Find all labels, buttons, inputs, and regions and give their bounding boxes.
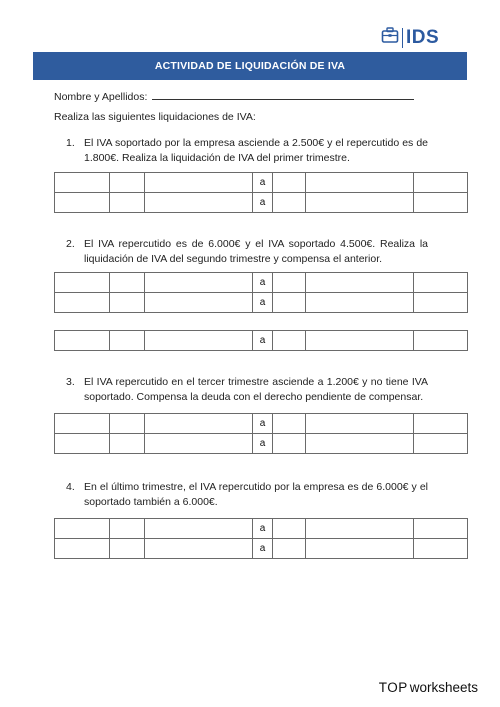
table-row <box>55 193 468 213</box>
a-label: a <box>253 539 273 559</box>
answer-cell[interactable] <box>145 519 253 539</box>
answer-cell[interactable] <box>414 273 468 293</box>
answer-cell[interactable] <box>145 193 253 213</box>
answer-cell[interactable] <box>110 414 145 434</box>
answer-cell[interactable] <box>273 331 306 351</box>
answer-cell[interactable] <box>273 173 306 193</box>
question-text: El IVA repercutido es de 6.000€ y el IVA soportado 4.500€. Realiza la liquidación de IVA del segundo trimestre y compensa el anterior. <box>84 238 428 265</box>
answer-cell[interactable] <box>306 273 414 293</box>
answer-cell[interactable] <box>306 539 414 559</box>
answer-cell[interactable] <box>306 414 414 434</box>
answer-table-4 <box>54 518 468 559</box>
answer-cell[interactable] <box>273 193 306 213</box>
answer-cell[interactable] <box>110 331 145 351</box>
answer-table-2 <box>54 272 468 313</box>
answer-cell[interactable] <box>306 293 414 313</box>
a-label: a <box>253 331 273 351</box>
answer-cell[interactable] <box>414 331 468 351</box>
a-label: a <box>253 293 273 313</box>
answer-cell[interactable] <box>273 519 306 539</box>
footer-top: TOP <box>378 680 408 695</box>
question-number: 2. <box>66 238 75 250</box>
question-3 <box>66 375 428 405</box>
question-2 <box>66 237 428 267</box>
answer-cell[interactable] <box>145 173 253 193</box>
answer-cell[interactable] <box>145 273 253 293</box>
answer-cell[interactable] <box>273 414 306 434</box>
answer-cell[interactable] <box>110 539 145 559</box>
logo-text: IDS <box>406 26 440 48</box>
name-label: Nombre y Apellidos: <box>54 91 148 103</box>
table-row <box>55 293 468 313</box>
question-number: 1. <box>66 137 75 149</box>
answer-cell[interactable] <box>273 273 306 293</box>
answer-cell[interactable] <box>145 434 253 454</box>
page-title: ACTIVIDAD DE LIQUIDACIÓN DE IVA <box>154 60 346 72</box>
a-label: a <box>253 434 273 454</box>
suitcase-icon <box>381 26 399 49</box>
logo-divider <box>402 28 403 48</box>
answer-cell[interactable] <box>110 519 145 539</box>
answer-cell[interactable] <box>55 193 110 213</box>
a-label: a <box>253 414 273 434</box>
question-number: 3. <box>66 376 75 388</box>
answer-cell[interactable] <box>306 434 414 454</box>
answer-cell[interactable] <box>145 414 253 434</box>
table-row <box>55 331 468 351</box>
answer-cell[interactable] <box>306 331 414 351</box>
answer-cell[interactable] <box>110 434 145 454</box>
table-row <box>55 273 468 293</box>
footer-worksheets: worksheets <box>409 680 478 695</box>
answer-cell[interactable] <box>55 331 110 351</box>
answer-cell[interactable] <box>145 293 253 313</box>
answer-cell[interactable] <box>110 273 145 293</box>
answer-cell[interactable] <box>145 331 253 351</box>
table-row <box>55 414 468 434</box>
answer-cell[interactable] <box>273 434 306 454</box>
a-label: a <box>253 193 273 213</box>
answer-cell[interactable] <box>55 173 110 193</box>
table-row <box>55 434 468 454</box>
a-label: a <box>253 519 273 539</box>
ids-logo <box>381 26 439 49</box>
answer-cell[interactable] <box>55 539 110 559</box>
title-banner <box>33 52 467 80</box>
answer-table-1 <box>54 172 468 213</box>
question-text: En el último trimestre, el IVA repercutido por la empresa es de 6.000€ y el soportado también a 6.000€. <box>84 481 428 508</box>
answer-cell[interactable] <box>273 293 306 313</box>
answer-cell[interactable] <box>306 519 414 539</box>
answer-cell[interactable] <box>55 519 110 539</box>
answer-cell[interactable] <box>110 193 145 213</box>
question-1 <box>66 136 428 166</box>
answer-cell[interactable] <box>414 193 468 213</box>
question-text: El IVA repercutido en el tercer trimestre asciende a 1.200€ y no tiene IVA soportado. Compensa la deuda con el derecho pendiente de compensar. <box>84 376 428 403</box>
topworksheets-footer <box>379 680 478 695</box>
answer-cell[interactable] <box>414 434 468 454</box>
answer-table-3 <box>54 413 468 454</box>
table-row <box>55 519 468 539</box>
answer-cell[interactable] <box>414 414 468 434</box>
answer-cell[interactable] <box>414 519 468 539</box>
answer-cell[interactable] <box>414 293 468 313</box>
question-4 <box>66 480 428 510</box>
answer-cell[interactable] <box>55 414 110 434</box>
answer-cell[interactable] <box>414 173 468 193</box>
answer-cell[interactable] <box>55 293 110 313</box>
answer-cell[interactable] <box>110 293 145 313</box>
name-underline[interactable] <box>152 89 414 100</box>
table-row <box>55 539 468 559</box>
a-label: a <box>253 173 273 193</box>
answer-cell[interactable] <box>145 539 253 559</box>
question-text: El IVA soportado por la empresa asciende a 2.500€ y el repercutido es de 1.800€. Realiza la liquidación de IVA del primer trimestre. <box>84 137 428 164</box>
answer-table-2b <box>54 330 468 351</box>
answer-cell[interactable] <box>414 539 468 559</box>
name-field[interactable] <box>54 89 414 103</box>
answer-cell[interactable] <box>306 193 414 213</box>
answer-cell[interactable] <box>110 173 145 193</box>
answer-cell[interactable] <box>55 273 110 293</box>
question-number: 4. <box>66 481 75 493</box>
answer-cell[interactable] <box>306 173 414 193</box>
answer-cell[interactable] <box>55 434 110 454</box>
table-row <box>55 173 468 193</box>
a-label: a <box>253 273 273 293</box>
answer-cell[interactable] <box>273 539 306 559</box>
intro-text: Realiza las siguientes liquidaciones de IVA: <box>54 111 256 123</box>
